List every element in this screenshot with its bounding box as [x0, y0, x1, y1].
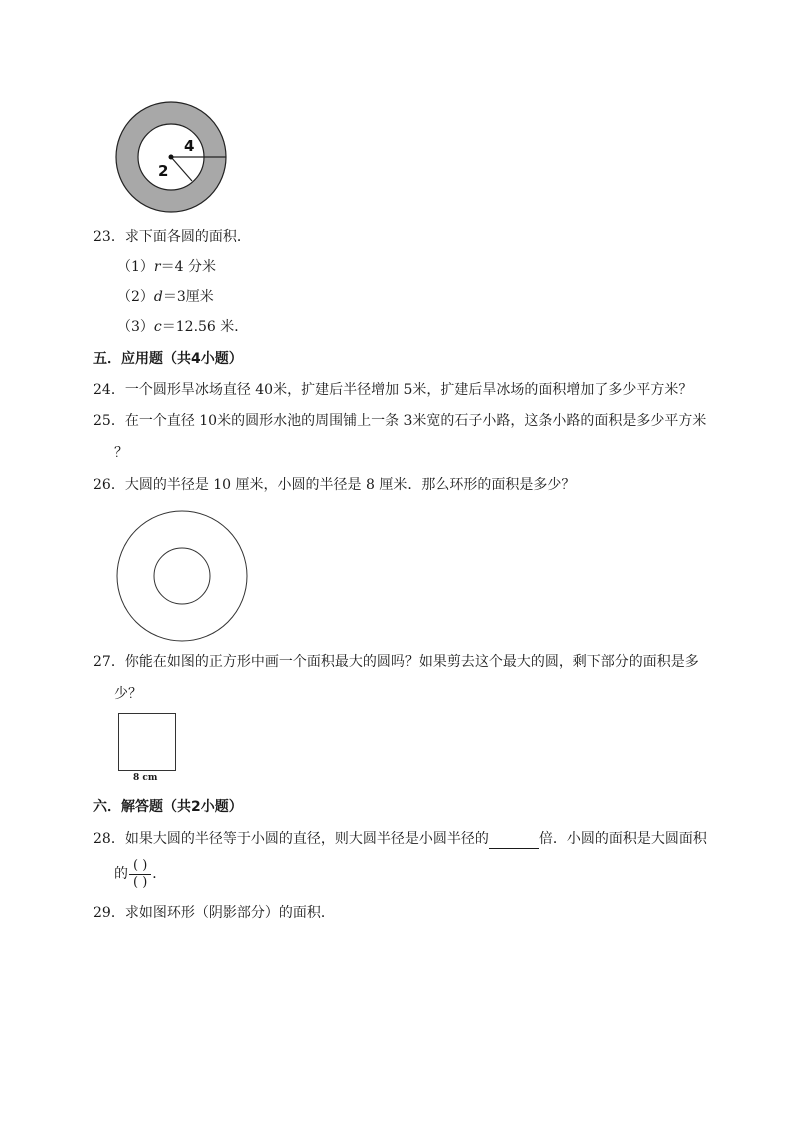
section-5-title: 五．应用题（共4小题） [93, 351, 243, 367]
q26-text: 26．大圆的半径是 10 厘米，小圆的半径是 8 厘米．那么环形的面积是多少？ [93, 477, 576, 493]
ring-inner-label: 2 [158, 162, 169, 180]
q23-part-2-var: d [153, 289, 163, 305]
q25-line-1: 25．在一个直径 10米的圆形水池的周围铺上一条 3米宽的石子小路，这条小路的面积是多少平方米 [93, 413, 707, 429]
ring-center-dot [169, 155, 174, 160]
q27-line-1: 27．你能在如图的正方形中画一个面积最大的圆吗？如果剪去这个最大的圆，剩下部分的面积是多 [93, 654, 699, 670]
q28-text-b: 倍．小圆的面积是大圆面积 [538, 831, 707, 847]
q23-part-2-prefix: （2） [117, 289, 154, 305]
square-figure [118, 713, 176, 771]
q28-text-c: 的 [114, 866, 128, 882]
q23-part-1-rest: ＝4 分米 [160, 259, 216, 275]
q23-part-1 [117, 257, 216, 277]
q23-part-1-var: r [153, 259, 161, 275]
q24-text: 24．一个圆形旱冰场直径 40米，扩建后半径增加 5米，扩建后旱冰场的面积增加了多少平方米？ [93, 382, 693, 398]
big-circle [117, 511, 247, 641]
q29-text: 29．求如图环形（阴影部分）的面积． [93, 905, 335, 921]
q23-stem: 23．求下面各圆的面积． [93, 229, 251, 245]
concentric-circles-figure [110, 505, 255, 645]
q23-part-3-rest: ＝12.56 米． [161, 319, 249, 335]
q28-fraction-denominator: ( ) [133, 874, 148, 890]
square-side-label: 8 cm [133, 773, 158, 783]
q23-part-3-prefix: （3） [117, 319, 154, 335]
small-circle [154, 548, 210, 604]
q28-fraction-numerator: ( ) [129, 858, 151, 875]
ring-figure [110, 95, 235, 220]
q25-line-2: ？ [114, 445, 128, 461]
q23-part-1-prefix: （1） [117, 259, 154, 275]
q28-text-d: ． [152, 866, 167, 882]
q23-part-3-var: c [153, 319, 162, 335]
q27-line-2: 少？ [114, 686, 142, 702]
q28-text-a: 28．如果大圆的半径等于小圆的直径，则大圆半径是小圆半径的 [93, 831, 489, 847]
q23-part-2 [117, 287, 214, 307]
section-6-title: 六．解答题（共2小题） [93, 799, 243, 815]
q23-part-3 [117, 317, 248, 337]
q28-line-1 [93, 829, 707, 849]
ring-outer-label: 4 [184, 137, 195, 155]
q23-part-2-rest: ＝3厘米 [162, 289, 214, 305]
q28-answer-blank[interactable] [489, 834, 539, 849]
q28-fraction-answer[interactable] [129, 858, 151, 891]
q28-line-2 [114, 857, 166, 891]
